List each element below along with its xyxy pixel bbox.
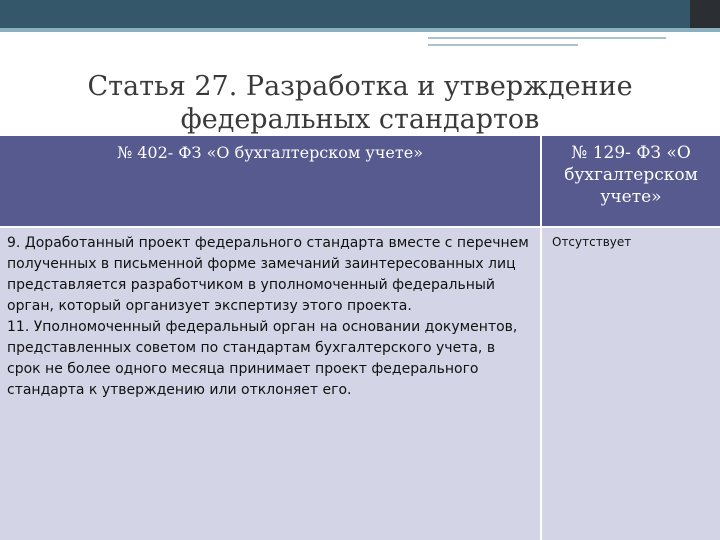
table-cell-law-402-text [0,228,540,540]
comparison-table [0,136,720,540]
paragraph-item-9: 9. Доработанный проект федерального стандарта вместе с перечнем полученных в письменной форме замечаний заинтересованных лиц представляется разработчиком в уполномоченный федеральный орган, который организует экспертизу этого проекта. [7,235,529,314]
top-bar-corner-block [690,0,720,28]
decorative-rule [428,44,578,46]
slide-title: Статья 27. Разработка и утверждение федеральных стандартов [87,71,633,135]
decorative-rule [428,37,666,39]
top-bar-accent-stripe [0,28,720,32]
table-cell-law-129-text: Отсутствует [542,228,720,540]
paragraph-item-11: 11. Уполномоченный федеральный орган на основании документов, представленных советом по стандартам бухгалтерского учета, в срок не более одного месяца принимает проект федерального стандарта к утверждению или отклоняет его. [7,319,518,398]
top-decorative-bar [0,0,720,28]
table-header-law-129: № 129- ФЗ «О бухгалтерском учете» [542,136,720,226]
table-header-law-402: № 402- ФЗ «О бухгалтерском учете» [0,136,540,226]
